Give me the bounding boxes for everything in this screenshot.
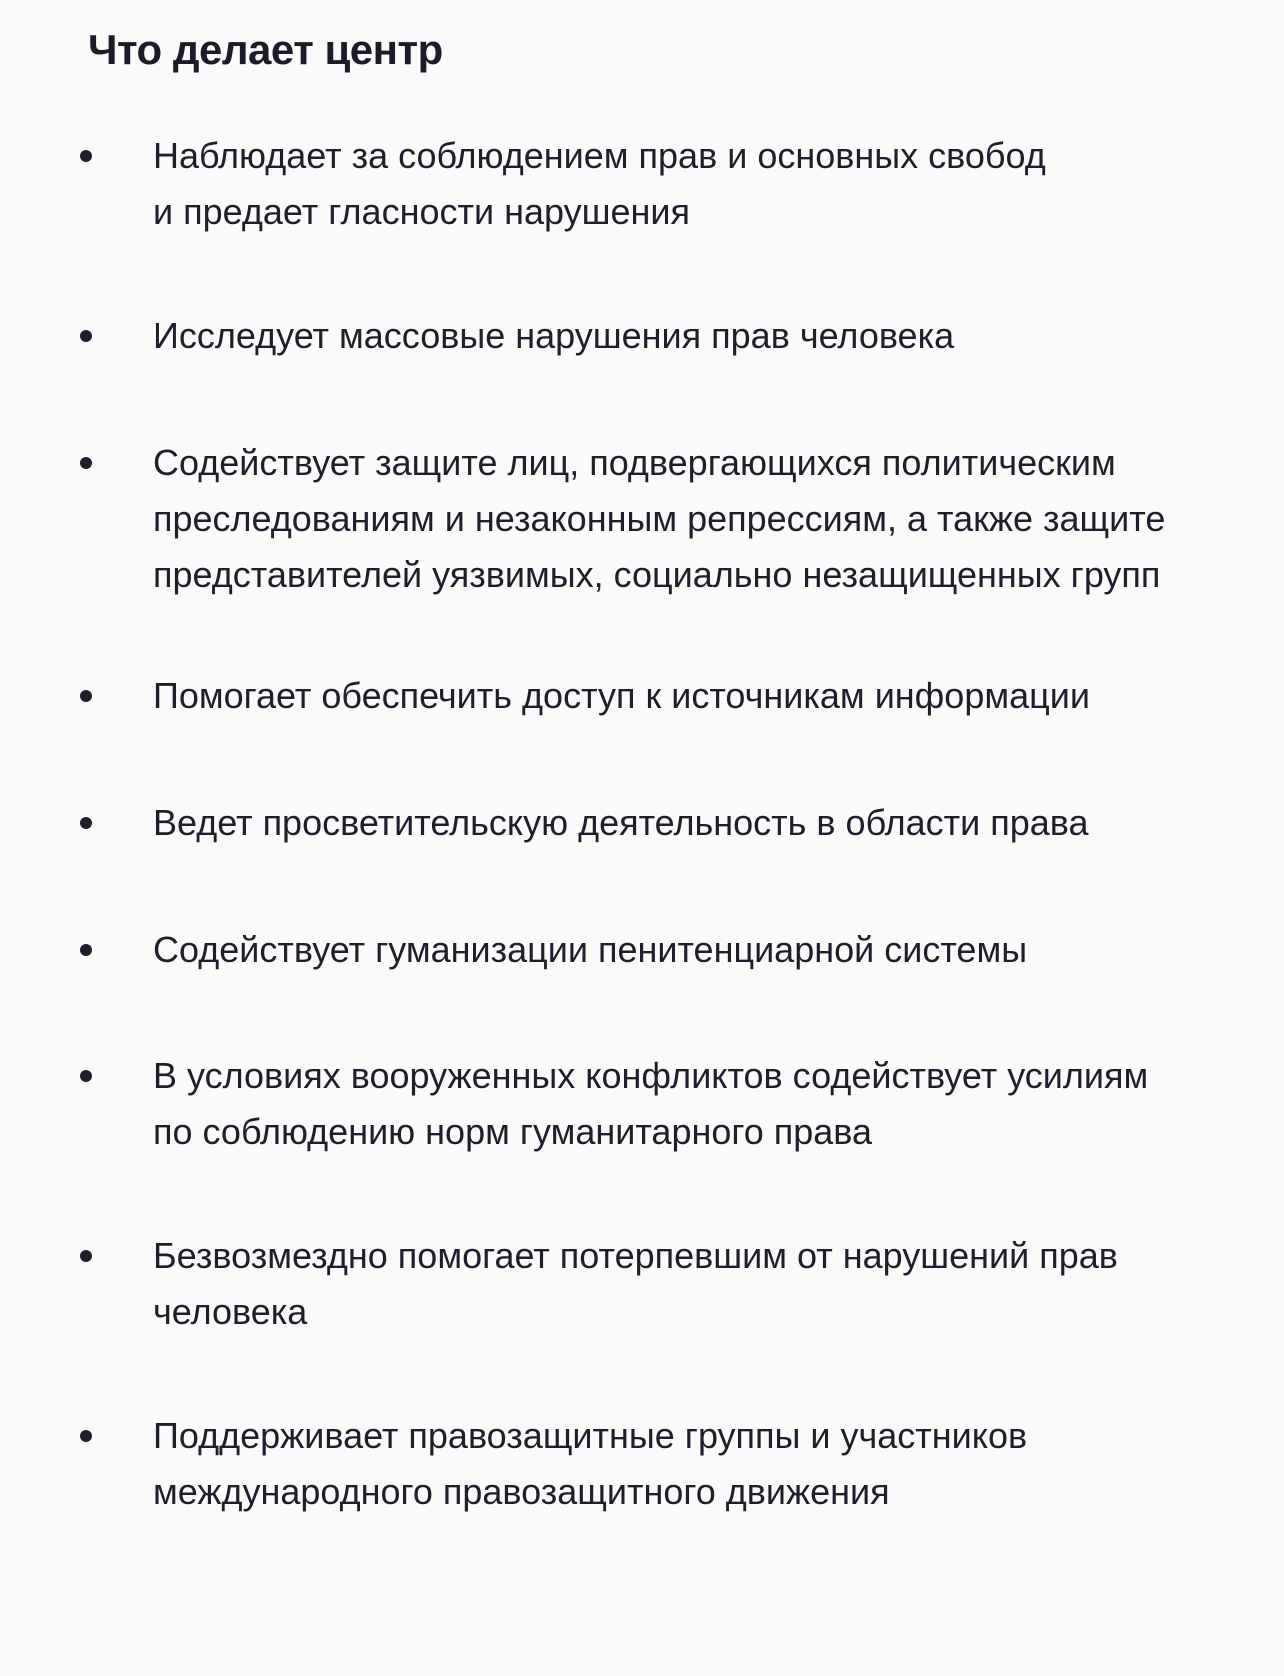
bullet-icon (80, 330, 92, 342)
list-item-text: Содействует защите лиц, подвергающихся политическим преследованиям и незаконным репрессиям, а также защите представителей уязвимых, социально незащищенных групп (153, 442, 1166, 595)
bullet-icon (80, 457, 92, 469)
page-title: Что делает центр (88, 26, 443, 73)
bullet-icon (80, 1070, 92, 1082)
list-item-text: Исследует массовые нарушения прав человека (153, 315, 955, 356)
list-item-text: Безвозмездно помогает потерпевшим от нарушений прав человека (153, 1235, 1118, 1332)
bullet-icon (80, 150, 92, 162)
list-item-text: Наблюдает за соблюдением прав и основных свобод и предает гласности нарушения (153, 135, 1046, 232)
bullet-icon (80, 1250, 92, 1262)
list-item-text: Поддерживает правозащитные группы и участников международного правозащитного движения (153, 1415, 1028, 1512)
list-item-text: Помогает обеспечить доступ к источникам информации (153, 675, 1090, 716)
list-item-text: Содействует гуманизации пенитенциарной системы (153, 929, 1028, 970)
list-item-text: Ведет просветительскую деятельность в области права (153, 802, 1089, 843)
bullet-icon (80, 1430, 92, 1442)
list-item-text: В условиях вооруженных конфликтов содействует усилиям по соблюдению норм гуманитарного права (153, 1055, 1149, 1152)
bullet-icon (80, 817, 92, 829)
bullet-icon (80, 944, 92, 956)
bullet-icon (80, 690, 92, 702)
